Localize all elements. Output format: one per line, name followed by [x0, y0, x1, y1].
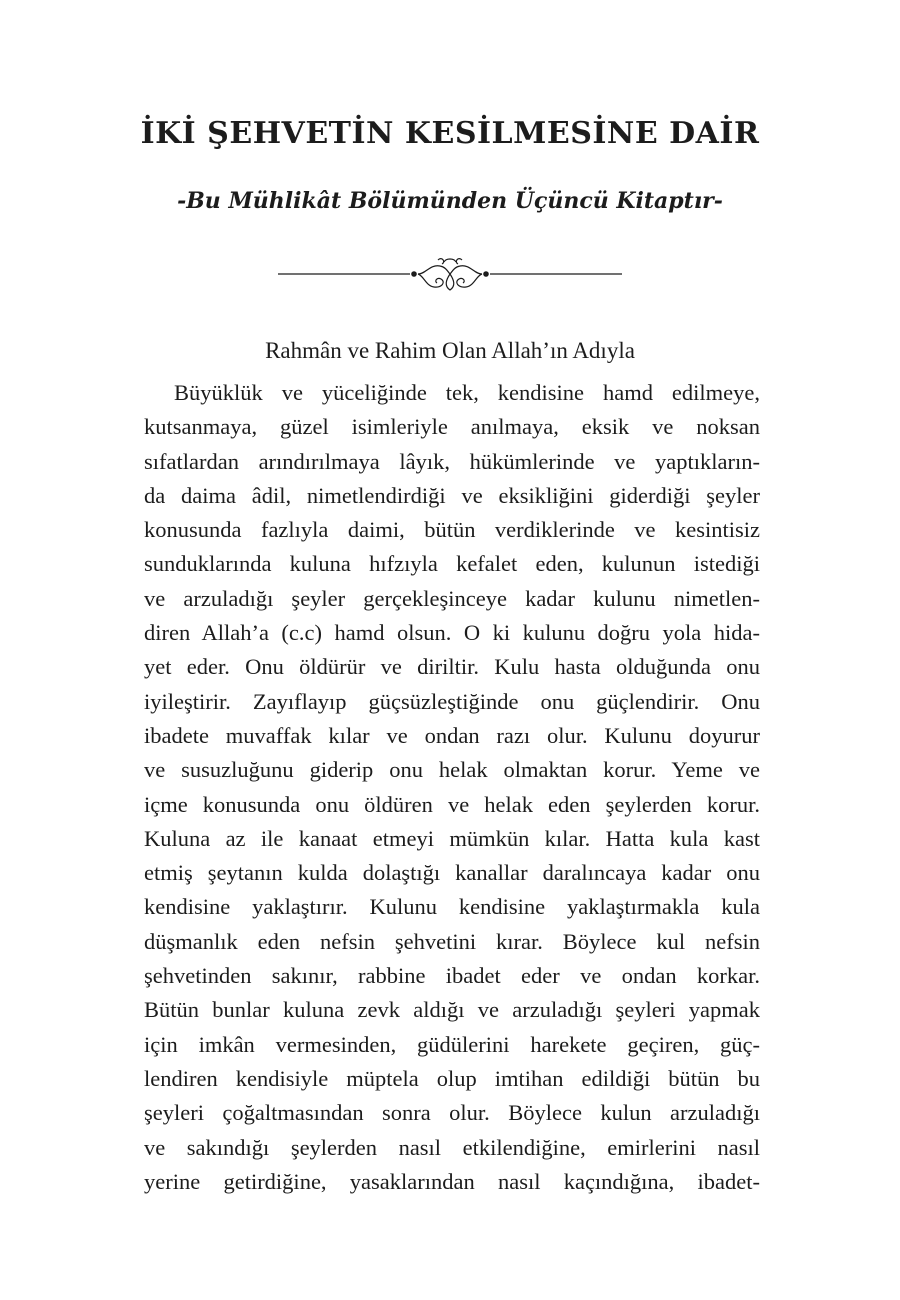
text-line: iyileştirir. Zayıflayıp güçsüzleştiğinde onu güçlendirir. Onu	[144, 688, 760, 714]
text-line: etmiş şeytanın kulda dolaştığı kanallar daralıncaya kadar onu	[144, 860, 760, 886]
text-line: lendiren kendisiyle müptela olup imtihan edildiği bütün bu	[144, 1065, 760, 1091]
text-line: ve susuzluğunu giderip onu helak olmaktan korur. Yeme ve	[144, 757, 760, 783]
text-line: şehvetinden sakınır, rabbine ibadet eder ve ondan korkar.	[144, 963, 760, 989]
text-line: konusunda fazlıyla daimi, bütün verdiklerinde ve kesintisiz	[144, 517, 760, 543]
text-line: Kuluna az ile kanaat etmeyi mümkün kılar. Hatta kula kast	[144, 825, 760, 851]
text-line: Büyüklük ve yüceliğinde tek, kendisine hamd edilmeye,	[174, 380, 760, 405]
text-line: diren Allah’a (c.c) hamd olsun. O ki kulunu doğru yola hida-	[144, 620, 760, 646]
text-line: sunduklarında kuluna hıfzıyla kefalet eden, kulunun istediği	[144, 551, 760, 577]
text-line: Bütün bunlar kuluna zevk aldığı ve arzuladığı şeyleri yapmak	[144, 997, 760, 1023]
text-line: yerine getirdiğine, yasaklarından nasıl kaçındığına, ibadet-	[144, 1168, 760, 1194]
text-line: da daima âdil, nimetlendirdiği ve eksikliğini giderdiği şeyler	[144, 482, 760, 508]
flourish-divider-icon	[278, 254, 622, 298]
basmala-heading: Rahmân ve Rahim Olan Allah’ın Adıyla	[265, 338, 635, 363]
text-line: sıfatlardan arındırılmaya lâyık, hükümlerinde ve yaptıkların-	[144, 448, 760, 474]
text-line: şeyleri çoğaltmasından sonra olur. Böylece kulun arzuladığı	[144, 1100, 760, 1126]
chapter-title: İKİ ŞEHVETİN KESİLMESİNE DAİR	[140, 116, 760, 151]
body-paragraph	[144, 376, 760, 1199]
text-line: ve arzuladığı şeyler gerçekleşinceye kadar kulunu nimetlen-	[144, 585, 760, 611]
text-line: ibadete muvaffak kılar ve ondan razı olur. Kulunu doyurur	[144, 722, 760, 748]
text-line: içme konusunda onu öldüren ve helak eden şeylerden korur.	[144, 791, 760, 817]
text-line: kendisine yaklaştırır. Kulunu kendisine yaklaştırmakla kula	[144, 894, 760, 920]
text-line: kutsanmaya, güzel isimleriyle anılmaya, eksik ve noksan	[144, 414, 760, 440]
chapter-subtitle: -Bu Mühlikât Bölümünden Üçüncü Kitaptır-	[177, 188, 723, 214]
text-line: ve sakındığı şeylerden nasıl etkilendiğine, emirlerini nasıl	[144, 1134, 760, 1160]
text-line: düşmanlık eden nefsin şehvetini kırar. Böylece kul nefsin	[144, 928, 760, 954]
text-line: yet eder. Onu öldürür ve diriltir. Kulu hasta olduğunda onu	[144, 654, 760, 680]
text-line: için imkân vermesinden, güdülerini harekete geçiren, güç-	[144, 1031, 760, 1057]
